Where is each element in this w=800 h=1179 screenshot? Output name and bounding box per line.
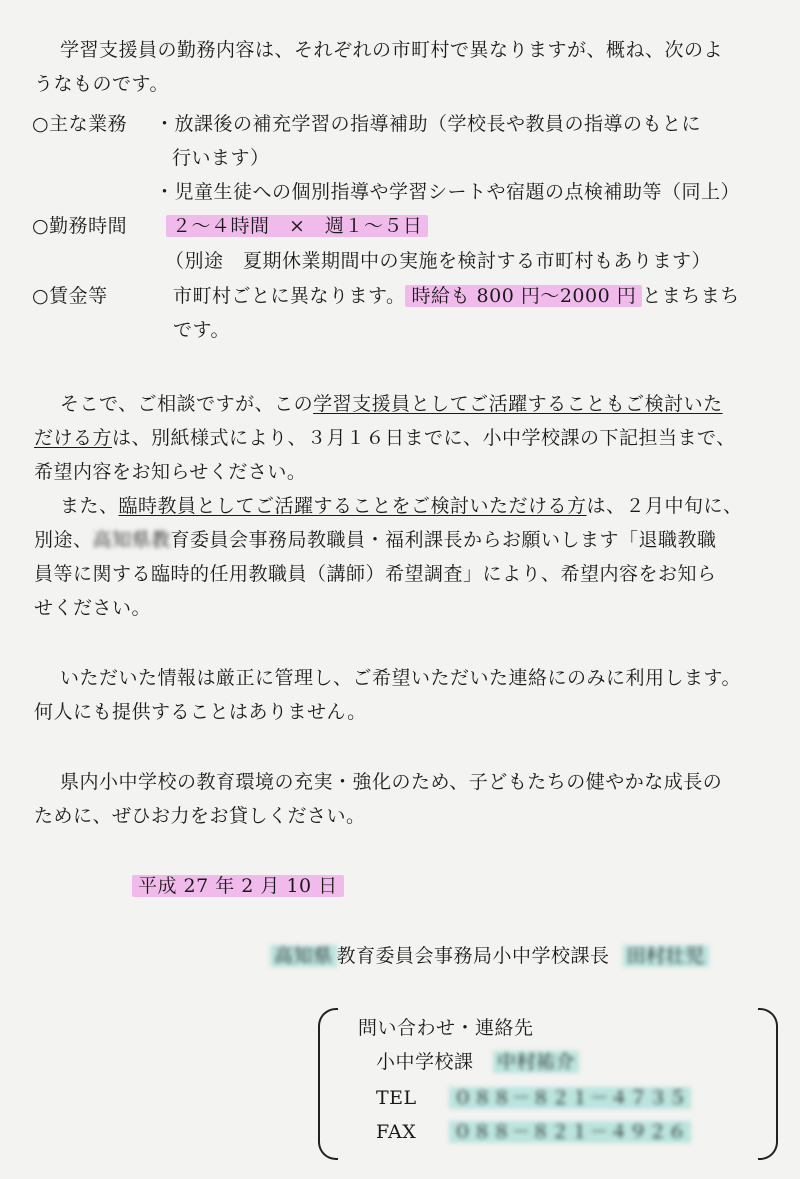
consult-underline-b: だける方 — [34, 427, 113, 449]
consult-text-a: そこで、ご相談ですが、この — [60, 393, 314, 415]
sender-office: 教育委員会事務局小中学校課長 — [336, 945, 610, 967]
consult-line-6: 員等に関する臨時的任用教職員（講師）希望調査」により、希望内容をお知ら — [34, 563, 717, 585]
redacted-prefecture: 高知県教 — [92, 529, 171, 551]
closing-line-2: ために、ぜひお力をお貸しください。 — [34, 805, 366, 827]
wages-line-2: です。 — [173, 319, 230, 341]
hours-note: （別途 夏期休業期間中の実施を検討する市町村もあります） — [165, 250, 712, 272]
consult-text-f: 育委員会事務局教職員・福利課長からお願いします「退職教職 — [170, 529, 717, 551]
consult-line-4 — [60, 494, 743, 518]
consult-line-1 — [60, 392, 723, 416]
contact-tel — [376, 1086, 691, 1110]
tel-label: TEL — [376, 1087, 417, 1109]
right-bracket — [758, 1008, 778, 1160]
consult-text-d: は、２月中旬に、 — [586, 495, 743, 517]
wages-label: ○賃金等 — [32, 285, 108, 307]
duties-item-1-line-1: ・放課後の補充学習の指導補助（学校長や教員の指導のもとに — [155, 113, 702, 135]
redacted-fax-number: ０８８－８２１－４９２６ — [449, 1121, 691, 1143]
redacted-sender-name: 田村壮児 — [623, 945, 709, 967]
wages-line-1 — [173, 284, 740, 308]
privacy-line-1: いただいた情報は厳正に管理し、ご希望いただいた連絡にのみに利用します。 — [60, 667, 741, 689]
duties-item-2: ・児童生徒への個別指導や学習シートや宿題の点検補助等（同上） — [155, 181, 741, 203]
consult-underline-c: 臨時教員としてご活躍することをご検討いただける方 — [118, 495, 587, 517]
date-highlight: 平成 27 年 2 月 10 日 — [132, 875, 344, 897]
duties-item-1-line-2: 行います） — [172, 147, 270, 169]
hours-value — [166, 214, 428, 238]
wages-text-c: とまちまち — [642, 285, 740, 307]
consult-line-3: 希望内容をお知らせください。 — [34, 461, 307, 483]
consult-line-2 — [34, 426, 736, 450]
redacted-sender-pref: 高知県 — [270, 945, 337, 967]
hours-label: ○勤務時間 — [32, 215, 128, 237]
consult-underline-a: 学習支援員としてご活躍することもご検討いた — [313, 393, 723, 415]
closing-line-1: 県内小中学校の教育環境の充実・強化のため、子どもたちの健やかな成長の — [60, 771, 723, 793]
consult-text-b: は、別紙様式により、３月１６日までに、小中学校課の下記担当まで、 — [112, 427, 736, 449]
redacted-contact-person: 中村祐介 — [493, 1051, 579, 1073]
consult-line-5 — [34, 528, 717, 552]
consult-text-e: 別途、 — [34, 529, 93, 551]
wages-text-a: 市町村ごとに異なります。 — [173, 285, 406, 307]
contact-box — [318, 1008, 778, 1156]
consult-line-7: せください。 — [34, 597, 152, 619]
contact-dept — [376, 1050, 579, 1074]
fax-label: FAX — [376, 1121, 417, 1143]
duties-label: ○主な業務 — [32, 113, 128, 135]
wages-highlight: 時給も 800 円～2000 円 — [405, 285, 642, 307]
redacted-tel-number: ０８８－８２１－４７３５ — [449, 1087, 691, 1109]
contact-title: 問い合わせ・連絡先 — [358, 1017, 534, 1039]
contact-fax — [376, 1120, 691, 1144]
sender — [270, 944, 709, 968]
date — [132, 874, 344, 898]
consult-text-c: また、 — [60, 495, 119, 517]
contact-dept-name: 小中学校課 — [376, 1051, 474, 1073]
hours-value-highlight: ２～４時間 × 週１～５日 — [166, 215, 428, 237]
privacy-line-2: 何人にも提供することはありません。 — [34, 701, 367, 723]
intro-line-1: 学習支援員の勤務内容は、それぞれの市町村で異なりますが、概ね、次のよ — [60, 39, 724, 61]
intro-line-2: うなものです。 — [34, 73, 169, 95]
left-bracket — [318, 1008, 338, 1160]
